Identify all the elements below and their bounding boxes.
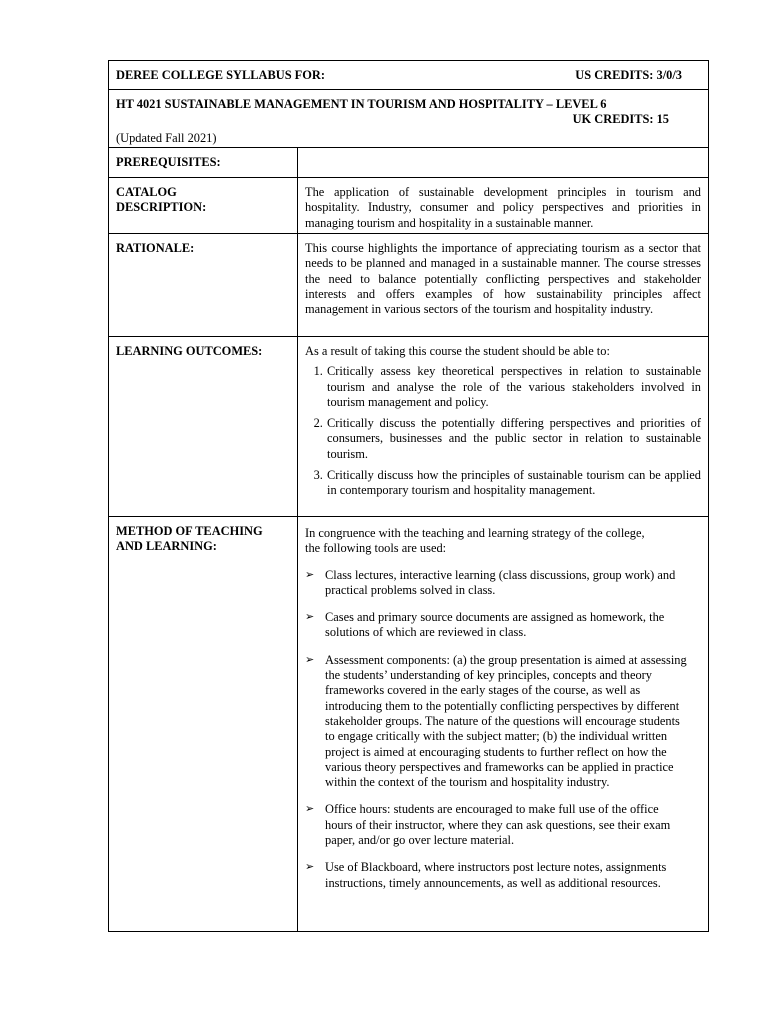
prerequisites-label: PREREQUISITES: [116,155,221,169]
us-credits: US CREDITS: 3/0/3 [575,68,682,82]
syllabus-label: DEREE COLLEGE SYLLABUS FOR: [116,68,325,82]
tool-item [305,568,688,599]
updated-note: (Updated Fall 2021) [116,130,217,145]
rationale-row [109,234,709,337]
tool-text: Assessment components: (a) the group presentation is aimed at assessing the students’ understanding of key principles, concepts and theory frameworks covered in the early stages of the course, as well as introducing them to the potentially conflicting perspectives by different stakeholder groups. The nature of the questions will encourage students to engage critically with the subject matter; (b) the individual written project is aimed at encouraging students to further reflect on how the various theory perspectives and frameworks can be applied in practice within the context of the tourism and hospitality industry. [325,652,687,790]
outcome-item: 2. Critically discuss the potentially differing perspectives and priorities of consumers, businesses and the public sector in relation to sustainable tourism. [326,416,701,462]
header-row [109,61,709,90]
catalog-text: The application of sustainable development principles in tourism and hospitality. Industry, consumer and policy perspectives and priorities in managing tourism and hospitality in a sustainable manner. [305,185,701,230]
tool-text: Office hours: students are encouraged to make full use of the office hours of their instructor, where they can ask questions, see their exam paper, and/or go over lecture material. [325,802,671,848]
tool-text: Class lectures, interactive learning (class discussions, group work) and practical problems solved in class. [325,567,676,597]
tool-item [305,802,688,848]
course-title-row [109,90,709,148]
tool-item [305,610,688,641]
rationale-label: RATIONALE: [116,241,195,255]
tool-item [305,860,688,891]
uk-credits: UK CREDITS: 15 [572,112,669,127]
tool-item [305,653,688,791]
arrow-bullet-icon: ➢ [305,861,315,874]
arrow-bullet-icon: ➢ [305,568,315,581]
course-title: HT 4021 SUSTAINABLE MANAGEMENT IN TOURISM AND HOSPITALITY – LEVEL 6 [116,97,607,111]
arrow-bullet-icon: ➢ [305,611,315,624]
arrow-bullet-icon: ➢ [305,803,315,816]
teaching-tools-list [298,568,708,891]
teaching-label: METHOD OF TEACHING AND LEARNING: [116,524,263,554]
syllabus-table [108,60,709,932]
tool-text: Use of Blackboard, where instructors post lecture notes, assignments instructions, timely announcements, as well as additional resources. [325,860,667,890]
teaching-intro: In congruence with the teaching and learning strategy of the college, the following tools are used: [305,526,645,556]
outcomes-list [298,364,708,498]
rationale-text: This course highlights the importance of appreciating tourism as a sector that needs to be planned and managed in a sustainable manner. The course stresses the need to balance potentially conflicting perspectives and stakeholder interests and offers examples of how sustainability principles affect management in various sectors of the tourism and hospitality industry. [305,241,701,317]
arrow-bullet-icon: ➢ [305,653,315,666]
learning-outcomes-label: LEARNING OUTCOMES: [116,344,263,358]
prerequisites-row [109,148,709,178]
catalog-row [109,178,709,234]
learning-outcomes-row [109,337,709,517]
catalog-label: CATALOG DESCRIPTION: [116,185,207,215]
teaching-method-row [109,517,709,932]
outcome-item: 3. Critically discuss how the principles of sustainable tourism can be applied in contemporary tourism and hospitality management. [326,468,701,499]
tool-text: Cases and primary source documents are assigned as homework, the solutions of which are reviewed in class. [325,610,665,640]
prerequisites-value [298,148,708,155]
learning-outcomes-intro: As a result of taking this course the student should be able to: [305,344,610,358]
outcome-item: 1. Critically assess key theoretical perspectives in relation to sustainable tourism and analyse the role of the various stakeholders involved in tourism management and policy. [326,364,701,410]
